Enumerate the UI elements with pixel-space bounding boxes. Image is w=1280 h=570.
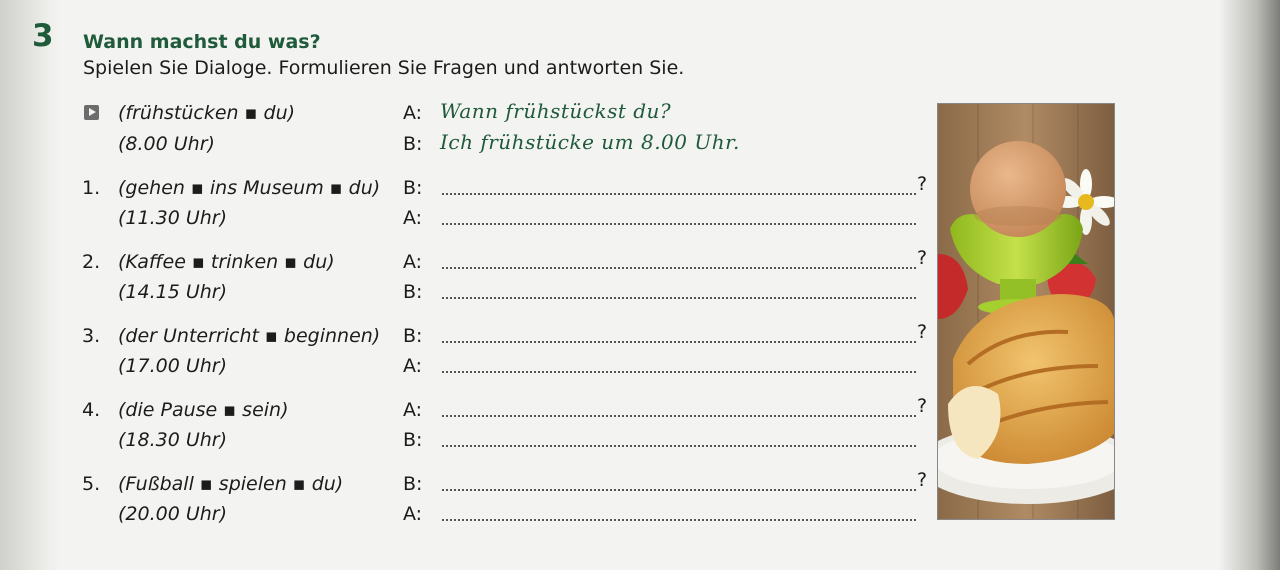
exercise-item-answer: [0, 278, 940, 306]
item-time: (17.00 Uhr): [118, 355, 228, 377]
example-cue: (frühstücken ▪ du): [118, 102, 296, 124]
question-mark: ?: [917, 321, 928, 343]
item-cue: (Kaffee ▪ trinken ▪ du): [118, 251, 335, 273]
answer-blank-question[interactable]: [442, 193, 916, 195]
exercise-item-question: [0, 470, 940, 498]
exercise-item-question: [0, 322, 940, 350]
example-speaker-b: B:: [403, 133, 423, 155]
exercise-item-answer: [0, 204, 940, 232]
item-number: 2.: [82, 251, 101, 273]
answer-blank-answer[interactable]: [442, 223, 916, 225]
item-cue: (Fußball ▪ spielen ▪ du): [118, 473, 344, 495]
item-time: (20.00 Uhr): [118, 503, 228, 525]
answer-blank-answer[interactable]: [442, 297, 916, 299]
exercise-instructions: Spielen Sie Dialoge. Formulieren Sie Fragen und antworten Sie.: [83, 57, 685, 79]
breakfast-photo: [937, 103, 1115, 520]
exercise-number: 3: [32, 18, 54, 54]
item-cue: (die Pause ▪ sein): [118, 399, 289, 421]
item-time: (18.30 Uhr): [118, 429, 228, 451]
exercise-item-answer: [0, 500, 940, 528]
item-number: 1.: [82, 177, 101, 199]
item-speaker-answer: B:: [403, 281, 423, 303]
exercise-item-question: [0, 174, 940, 202]
example-row-question: [0, 99, 940, 127]
answer-blank-question[interactable]: [442, 341, 916, 343]
exercise-title: Wann machst du was?: [83, 31, 321, 53]
item-number: 5.: [82, 473, 101, 495]
play-icon[interactable]: [84, 105, 99, 120]
item-cue: (gehen ▪ ins Museum ▪ du): [118, 177, 381, 199]
item-number: 3.: [82, 325, 101, 347]
example-answer-b: Ich frühstücke um 8.00 Uhr.: [440, 130, 740, 154]
item-speaker-answer: A:: [403, 207, 423, 229]
item-time: (11.30 Uhr): [118, 207, 228, 229]
answer-blank-answer[interactable]: [442, 371, 916, 373]
item-speaker-question: B:: [403, 325, 423, 347]
item-speaker-question: B:: [403, 473, 423, 495]
item-speaker-answer: A:: [403, 503, 423, 525]
answer-blank-answer[interactable]: [442, 445, 916, 447]
item-speaker-answer: A:: [403, 355, 423, 377]
question-mark: ?: [917, 173, 928, 195]
item-speaker-answer: B:: [403, 429, 423, 451]
exercise-item-answer: [0, 352, 940, 380]
answer-blank-question[interactable]: [442, 267, 916, 269]
example-speaker-a: A:: [403, 102, 423, 124]
item-speaker-question: A:: [403, 399, 423, 421]
question-mark: ?: [917, 247, 928, 269]
item-cue: (der Unterricht ▪ beginnen): [118, 325, 381, 347]
item-speaker-question: B:: [403, 177, 423, 199]
question-mark: ?: [917, 395, 928, 417]
answer-blank-question[interactable]: [442, 489, 916, 491]
question-mark: ?: [917, 469, 928, 491]
example-time: (8.00 Uhr): [118, 133, 215, 155]
answer-blank-answer[interactable]: [442, 519, 916, 521]
example-row-answer: [0, 130, 940, 158]
example-answer-a: Wann frühstückst du?: [440, 99, 672, 123]
exercise-item-question: [0, 248, 940, 276]
item-speaker-question: A:: [403, 251, 423, 273]
item-time: (14.15 Uhr): [118, 281, 228, 303]
scan-edge-right: [1220, 0, 1280, 570]
exercise-item-answer: [0, 426, 940, 454]
answer-blank-question[interactable]: [442, 415, 916, 417]
exercise-item-question: [0, 396, 940, 424]
item-number: 4.: [82, 399, 101, 421]
